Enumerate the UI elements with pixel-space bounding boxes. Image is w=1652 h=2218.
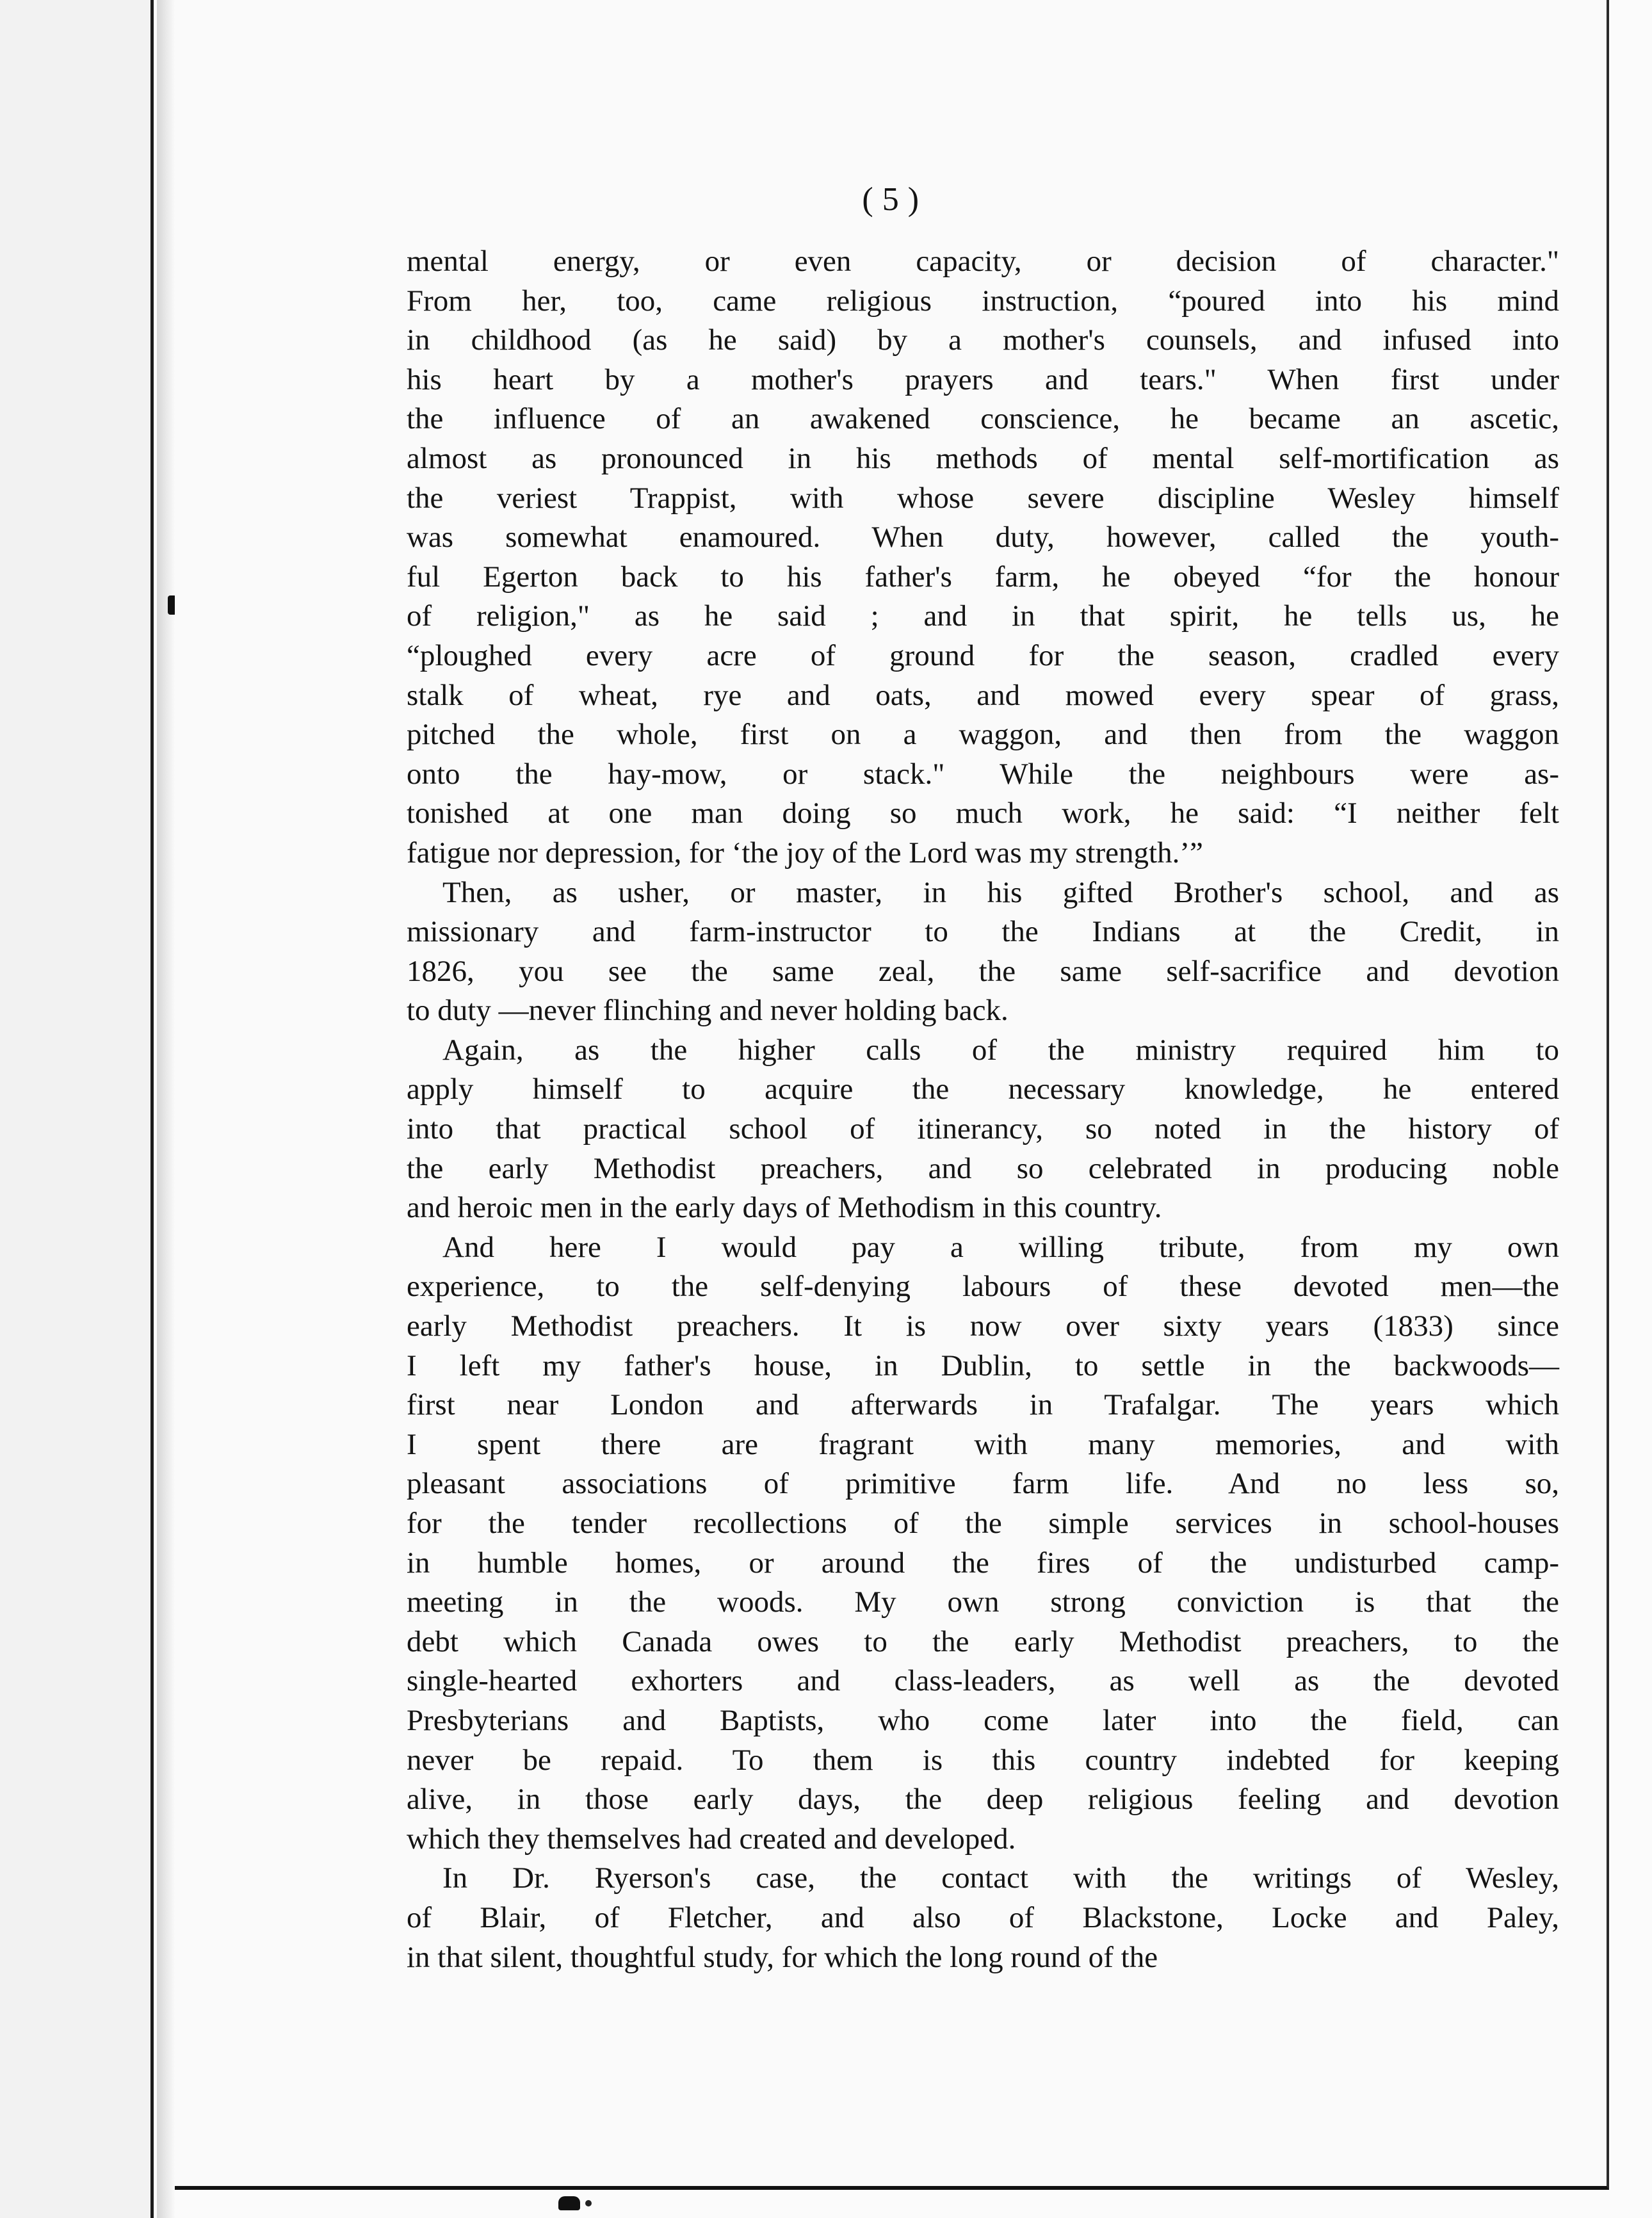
text-line: almost as pronounced in his methods of mental self-mortification as bbox=[407, 441, 1559, 475]
text-line: stalk of wheat, rye and oats, and mowed every spear of grass, bbox=[407, 678, 1559, 712]
text-line: Again, as the higher calls of the ministry required him to bbox=[442, 1033, 1559, 1067]
paragraph bbox=[407, 242, 1559, 873]
text-line: the influence of an awakened conscience, he became an ascetic, bbox=[407, 402, 1559, 436]
text-line: From her, too, came religious instruction, “poured into his mind bbox=[407, 284, 1559, 318]
text-line: tonished at one man doing so much work, he said: “I neither felt bbox=[407, 797, 1559, 830]
text-line: And here I would pay a willing tribute, from my own bbox=[442, 1230, 1559, 1264]
text-line: I spent there are fragrant with many memories, and with bbox=[407, 1427, 1559, 1461]
text-line: “ploughed every acre of ground for the season, cradled every bbox=[407, 638, 1559, 672]
text-line: single-hearted exhorters and class-leaders, as well as the devoted bbox=[407, 1664, 1559, 1698]
text-line: first near London and afterwards in Trafalgar. The years which bbox=[407, 1388, 1559, 1422]
text-line: missionary and farm-instructor to the Indians at the Credit, in bbox=[407, 915, 1559, 949]
text-line: Presbyterians and Baptists, who come later into the field, can bbox=[407, 1703, 1559, 1737]
page-number: ( 5 ) bbox=[862, 181, 919, 218]
text-line: debt which Canada owes to the early Methodist preachers, to the bbox=[407, 1624, 1559, 1658]
text-line: onto the hay-mow, or stack." While the neighbours were as- bbox=[407, 757, 1559, 791]
text-line: pitched the whole, first on a waggon, and then from the waggon bbox=[407, 718, 1559, 752]
text-line: 1826, you see the same zeal, the same self-sacrifice and devotion bbox=[407, 954, 1559, 988]
text-line: apply himself to acquire the necessary knowledge, he entered bbox=[407, 1073, 1559, 1106]
text-line: fatigue nor depression, for ‘the joy of the Lord was my strength.’” bbox=[407, 836, 1203, 870]
text-line: of Blair, of Fletcher, and also of Blackstone, Locke and Paley, bbox=[407, 1900, 1559, 1934]
book-gutter-shadow bbox=[157, 0, 175, 2218]
scan-artifact-mark bbox=[558, 2196, 580, 2210]
body-text bbox=[407, 242, 1559, 1977]
text-line: the veriest Trappist, with whose severe discipline Wesley himself bbox=[407, 481, 1559, 515]
paragraph bbox=[407, 1228, 1559, 1859]
text-line: his heart by a mother's prayers and tears." When first under bbox=[407, 362, 1559, 396]
text-line: In Dr. Ryerson's case, the contact with the writings of Wesley, bbox=[442, 1861, 1559, 1895]
text-line: of religion," as he said ; and in that spirit, he tells us, he bbox=[407, 599, 1559, 633]
text-line: alive, in those early days, the deep religious feeling and devotion bbox=[407, 1783, 1559, 1817]
text-line: into that practical school of itinerancy, so noted in the history of bbox=[407, 1112, 1559, 1146]
text-line: early Methodist preachers. It is now over sixty years (1833) since bbox=[407, 1309, 1559, 1343]
facing-page-edge bbox=[0, 0, 154, 2218]
text-line: pleasant associations of primitive farm life. And no less so, bbox=[407, 1467, 1559, 1501]
text-line: in childhood (as he said) by a mother's counsels, and infused into bbox=[407, 323, 1559, 357]
scan-artifact-dot bbox=[585, 2200, 592, 2206]
text-line: meeting in the woods. My own strong conviction is that the bbox=[407, 1585, 1559, 1619]
text-line: experience, to the self-denying labours of these devoted men—the bbox=[407, 1270, 1559, 1304]
text-line: in that silent, thoughtful study, for which the long round of the bbox=[407, 1940, 1158, 1974]
text-line: ful Egerton back to his father's farm, he obeyed “for the honour bbox=[407, 560, 1559, 594]
text-line: and heroic men in the early days of Methodism in this country. bbox=[407, 1191, 1162, 1225]
text-line: mental energy, or even capacity, or decision of character." bbox=[407, 245, 1559, 278]
text-line: which they themselves had created and developed. bbox=[407, 1822, 1016, 1856]
text-line: to duty —never flinching and never holding back. bbox=[407, 994, 1008, 1028]
text-line: in humble homes, or around the fires of the undisturbed camp- bbox=[407, 1546, 1559, 1580]
text-line: for the tender recollections of the simple services in school-houses bbox=[407, 1507, 1559, 1540]
text-line: never be repaid. To them is this country indebted for keeping bbox=[407, 1743, 1559, 1777]
paragraph bbox=[407, 1031, 1559, 1228]
book-page bbox=[175, 0, 1609, 2190]
paragraph bbox=[407, 1859, 1559, 1977]
paragraph bbox=[407, 873, 1559, 1031]
text-line: Then, as usher, or master, in his gifted Brother's school, and as bbox=[442, 875, 1559, 909]
text-line: I left my father's house, in Dublin, to settle in the backwoods— bbox=[407, 1348, 1559, 1382]
text-line: the early Methodist preachers, and so celebrated in producing noble bbox=[407, 1151, 1559, 1185]
text-line: was somewhat enamoured. When duty, however, called the youth- bbox=[407, 521, 1559, 554]
